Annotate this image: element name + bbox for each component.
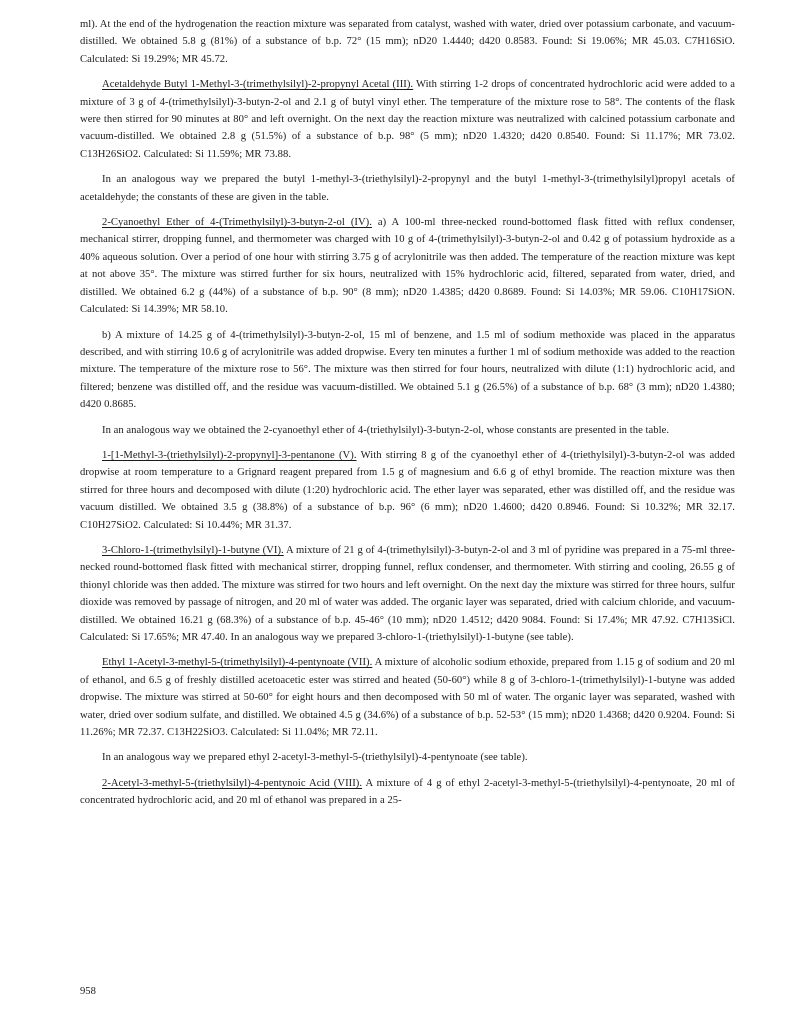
paragraph-analogous-cyanoethyl [80,422,735,439]
paragraph-text: a) A 100-ml three-necked round-bottomed flask fitted with reflux condenser, mechanical stirrer, dropping funnel, and thermometer was charged with 10 g of 4-(trimethylsilyl)-3-butyn-2-ol and 0.42 g of potassium hydroxide as a 40% aqueous solution. Over a period of one hour with stirring 3.75 g of acrylonitrile was then added. The temperature of the reaction mixture was kept at not above 35°. The mixture was stirred further for six hours, neutralized with 15% hydrochloric acid, filtered, separated from water, dried, and distilled. We obtained 6.2 g (44%) of a substance of b.p. 90° (8 mm); nD20 1.4385; d420 0.8689. Found: Si 14.03%; MR 59.06. C10H17SiON. Calculated: Si 14.39%; MR 58.10. [80,217,735,316]
paragraph-compound-vii [80,654,735,741]
paragraph-hydrogenation-end [80,16,735,68]
paragraph-text: With stirring 1-2 drops of concentrated hydrochloric acid were added to a mixture of 3 g of 4-(trimethylsilyl)-3-butyn-2-ol and 2.1 g of butyl vinyl ether. The temperature of the mixture rose to 58°. The contents of the flask were then stirred for 90 minutes at 80° and left overnight. On the next day the reaction mixture was neutralized with calcined potassium carbonate and vacuum-distilled. We obtained 2.8 g (51.5%) of a substance of b.p. 98° (5 mm); nD20 1.4320; d420 0.8540. Found: Si 11.17%; MR 73.02. C13H26SiO2. Calculated: Si 11.59%; MR 73.88. [80,79,735,160]
compound-heading-iii: Acetaldehyde Butyl 1-Methyl-3-(trimethylsilyl)-2-propynyl Acetal (III). [102,79,414,91]
paragraph-text: ml). At the end of the hydrogenation the reaction mixture was separated from catalyst, washed with water, dried over potassium carbonate, and vacuum-distilled. We obtained 5.8 g (81%) of a substance of b.p. 72° (15 mm); nD20 1.4440; d420 0.8583. Found: Si 19.06%; MR 45.03. C7H16SiO. Calculated: Si 19.29%; MR 45.72. [80,19,735,65]
paragraph-text: In an analogous way we prepared ethyl 2-acetyl-3-methyl-5-(triethylsilyl)-4-pentynoate (see table). [102,752,528,764]
paragraph-compound-iv-a [80,214,735,318]
body-text [80,16,735,818]
paragraph-compound-viii [80,775,735,810]
paragraph-analogous-acetals [80,171,735,206]
paragraph-text: A mixture of alcoholic sodium ethoxide, prepared from 1.15 g of sodium and 20 ml of ethanol, and 6.5 g of freshly distilled acetoacetic ester was stirred and heated (50-60°) while 8 g of 3-chloro-1-(trimethylsilyl)-1-butyne was added dropwise. The mixture was stirred at 50-60° for eight hours and then decomposed with 50 ml of water. The organic layer was separated, washed with water, dried over sodium sulfate, and distilled. We obtained 4.5 g (34.6%) of a substance of b.p. 52-53° (15 mm); nD20 1.4368; d420 0.9204. Found: Si 11.26%; MR 72.37. C13H22SiO3. Calculated: Si 11.04%; MR 72.11. [80,657,735,739]
paragraph-text: With stirring 8 g of the cyanoethyl ether of 4-(triethylsilyl)-3-butyn-2-ol was added dropwise at room temperature to a Grignard reagent prepared from 1.5 g of magnesium and 6.6 g of ethyl bromide. The reaction mixture was then stirred for three hours and decomposed with dilute (1:20) hydrochloric acid. The ether layer was separated, ether was distilled off, and the residue was vacuum distilled. We obtained 3.5 g (38.8%) of a substance of b.p. 96° (6 mm); nD20 1.4600; d420 0.8946. Found: Si 10.32%; MR 32.17. C10H27SiO2. Calculated: Si 10.44%; MR 31.37. [80,449,735,531]
paragraph-analogous-ester [80,749,735,766]
compound-heading-vi: 3-Chloro-1-(trimethylsilyl)-1-butyne (VI). [102,544,284,556]
paragraph-text: b) A mixture of 14.25 g of 4-(trimethylsilyl)-3-butyn-2-ol, 15 ml of benzene, and 1.5 ml of sodium methoxide was placed in the apparatus described, and with stirring 10.6 g of acrylonitrile was added dropwise. Every ten minutes a further 1 ml of sodium methoxide was added to the reaction mixture. The temperature of the mixture rose to 56°. The mixture was then stirred for four hours, neutralized with dilute (1:1) hydrochloric acid, and filtered; benzene was distilled off, and the residue was vacuum-distilled. We obtained 5.1 g (26.5%) of a substance of b.p. 68° (3 mm); nD20 1.4380; d420 0.8685. [80,329,735,411]
paragraph-text: A mixture of 21 g of 4-(trimethylsilyl)-3-butyn-2-ol and 3 ml of pyridine was prepared in a 75-ml three-necked round-bottomed flask fitted with mechanical stirrer, dropping funnel, reflux condenser, and thermometer. With stirring and cooling, 26.55 g of thionyl chloride was then added. The mixture was stirred for two hours and left overnight. On the next day the mixture was stirred for three hours, sulfur dioxide was removed by passage of nitrogen, and 20 ml of water was added. The organic layer was separated, dried with calcium chloride, and vacuum-distilled. We obtained 16.21 g (68.3%) of a substance of b.p. 45-46° (10 mm); nD20 1.4512; d420 9084. Found: Si 17.4%; MR 47.92. C7H13SiCl. Calculated: Si 17.65%; MR 47.40. In an analogous way we prepared 3-chloro-1-(triethylsilyl)-1-butyne (see table). [80,544,735,643]
compound-heading-vii: Ethyl 1-Acetyl-3-methyl-5-(trimethylsilyl)-4-pentynoate (VII). [102,657,373,669]
paragraph-compound-iv-b [80,327,735,414]
paragraph-text: A mixture of 4 g of ethyl 2-acetyl-3-methyl-5-(triethylsilyl)-4-pentynoate, 20 ml of concentrated hydrochloric acid, and 20 ml of ethanol was prepared in a 25- [80,777,735,807]
compound-heading-v: 1-[1-Methyl-3-(triethylsilyl)-2-propynyl]-3-pentanone (V). [102,449,357,461]
compound-heading-iv: 2-Cyanoethyl Ether of 4-(Trimethylsilyl)-3-butyn-2-ol (IV). [102,217,372,229]
paragraph-compound-vi [80,542,735,646]
paragraph-compound-v [80,447,735,534]
paragraph-compound-iii [80,76,735,163]
paragraph-text: In an analogous way we prepared the butyl 1-methyl-3-(triethylsilyl)-2-propynyl and the butyl 1-methyl-3-(trimethylsilyl)propyl acetals of acetaldehyde; the constants of these are given in the table. [80,174,735,203]
compound-heading-viii: 2-Acetyl-3-methyl-5-(triethylsilyl)-4-pentynoic Acid (VIII). [102,777,363,789]
page-number: 958 [80,986,96,997]
paragraph-text: In an analogous way we obtained the 2-cyanoethyl ether of 4-(triethylsilyl)-3-butyn-2-ol, whose constants are presented in the table. [102,424,670,436]
